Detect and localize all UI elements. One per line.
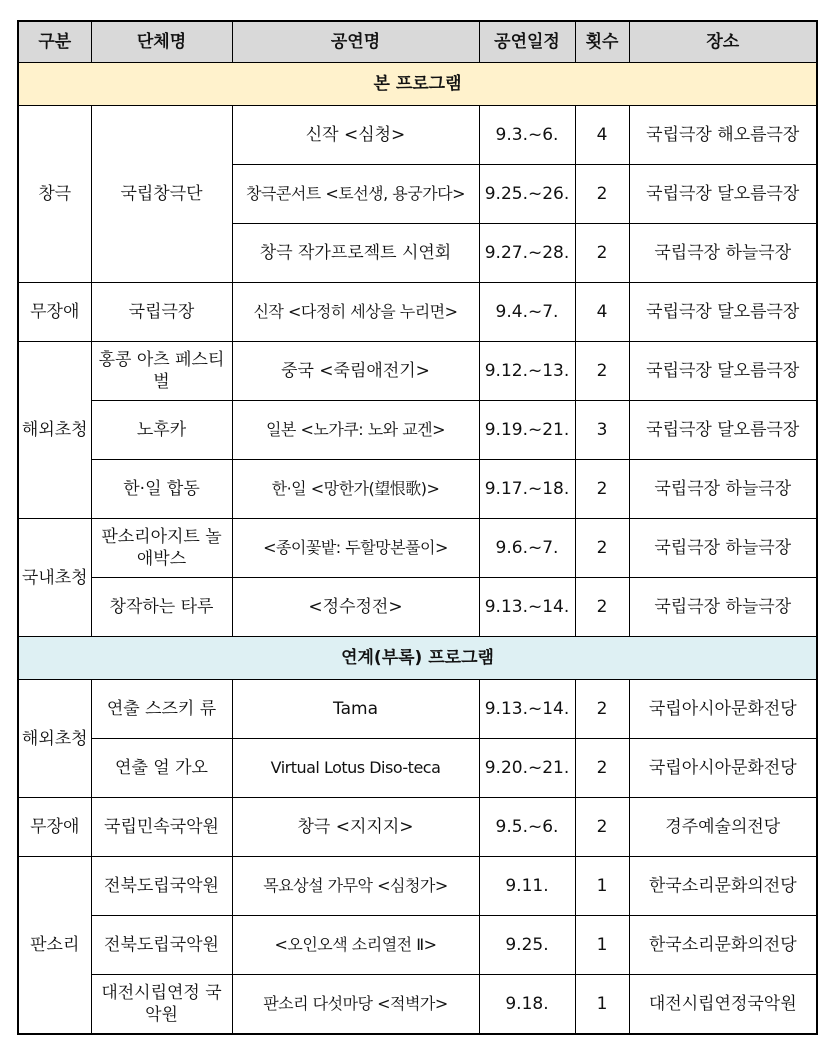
- table-row: [18, 578, 817, 637]
- venue-cell: 국립아시아문화전당: [629, 680, 817, 739]
- venue-cell: 국립극장 하늘극장: [629, 578, 817, 637]
- title-cell: 목요상설 가무악 <심청가>: [232, 857, 479, 916]
- group-cell: 노후카: [91, 401, 232, 460]
- category-cell: 무장애: [18, 283, 91, 342]
- venue-cell: 경주예술의전당: [629, 798, 817, 857]
- venue-cell: 대전시립연정국악원: [629, 975, 817, 1034]
- count-cell: 2: [575, 798, 629, 857]
- count-cell: 1: [575, 916, 629, 975]
- table-row: [18, 739, 817, 798]
- group-cell: 창작하는 타루: [91, 578, 232, 637]
- venue-cell: 국립아시아문화전당: [629, 739, 817, 798]
- group-cell: 홍콩 아츠 페스티벌: [91, 342, 232, 401]
- date-cell: 9.6.~7.: [479, 519, 575, 578]
- date-cell: 9.5.~6.: [479, 798, 575, 857]
- header-venue: 장소: [629, 21, 817, 63]
- group-cell: 한·일 합동: [91, 460, 232, 519]
- date-cell: 9.18.: [479, 975, 575, 1034]
- table-row: [18, 460, 817, 519]
- count-cell: 2: [575, 578, 629, 637]
- date-cell: 9.27.~28.: [479, 224, 575, 283]
- venue-cell: 국립극장 달오름극장: [629, 283, 817, 342]
- group-cell: 판소리아지트 놀애박스: [91, 519, 232, 578]
- title-cell: <오인오색 소리열전 Ⅱ>: [232, 916, 479, 975]
- table-row: [18, 106, 817, 165]
- group-cell: 국립창극단: [91, 106, 232, 283]
- date-cell: 9.25.: [479, 916, 575, 975]
- category-cell: 판소리: [18, 857, 91, 1034]
- group-cell: 국립민속국악원: [91, 798, 232, 857]
- count-cell: 4: [575, 106, 629, 165]
- date-cell: 9.11.: [479, 857, 575, 916]
- title-cell: 신작 <심청>: [232, 106, 479, 165]
- count-cell: 2: [575, 519, 629, 578]
- venue-cell: 한국소리문화의전당: [629, 857, 817, 916]
- title-cell: 일본 <노가쿠: 노와 교겐>: [232, 401, 479, 460]
- header-row: [18, 21, 817, 63]
- header-date: 공연일정: [479, 21, 575, 63]
- date-cell: 9.13.~14.: [479, 680, 575, 739]
- table-row: [18, 857, 817, 916]
- table-row: [18, 401, 817, 460]
- table-row: [18, 342, 817, 401]
- date-cell: 9.13.~14.: [479, 578, 575, 637]
- title-cell: <종이꽃밭: 두할망본풀이>: [232, 519, 479, 578]
- category-cell: 해외초청: [18, 342, 91, 519]
- group-cell: 국립극장: [91, 283, 232, 342]
- venue-cell: 국립극장 달오름극장: [629, 401, 817, 460]
- group-cell: 전북도립국악원: [91, 916, 232, 975]
- title-cell: 한·일 <망한가(望恨歌)>: [232, 460, 479, 519]
- date-cell: 9.20.~21.: [479, 739, 575, 798]
- section-row-main: [18, 63, 817, 106]
- table-row: [18, 975, 817, 1034]
- header-category: 구분: [18, 21, 91, 63]
- table-row: [18, 798, 817, 857]
- category-cell: 무장애: [18, 798, 91, 857]
- count-cell: 2: [575, 460, 629, 519]
- header-title: 공연명: [232, 21, 479, 63]
- group-cell: 전북도립국악원: [91, 857, 232, 916]
- count-cell: 2: [575, 165, 629, 224]
- section-row-link: [18, 637, 817, 680]
- venue-cell: 국립극장 달오름극장: [629, 165, 817, 224]
- date-cell: 9.17.~18.: [479, 460, 575, 519]
- count-cell: 1: [575, 857, 629, 916]
- venue-cell: 국립극장 하늘극장: [629, 224, 817, 283]
- table-row: [18, 283, 817, 342]
- group-cell: 대전시립연정 국악원: [91, 975, 232, 1034]
- performance-schedule-table: [17, 20, 818, 1035]
- title-cell: 신작 <다정히 세상을 누리면>: [232, 283, 479, 342]
- section-title-main: 본 프로그램: [18, 63, 817, 106]
- count-cell: 2: [575, 680, 629, 739]
- table-row: [18, 680, 817, 739]
- venue-cell: 국립극장 달오름극장: [629, 342, 817, 401]
- title-cell: 창극 <지지지>: [232, 798, 479, 857]
- count-cell: 2: [575, 224, 629, 283]
- table-row: [18, 916, 817, 975]
- date-cell: 9.19.~21.: [479, 401, 575, 460]
- count-cell: 1: [575, 975, 629, 1034]
- title-cell: Tama: [232, 680, 479, 739]
- venue-cell: 국립극장 하늘극장: [629, 519, 817, 578]
- category-cell: 창극: [18, 106, 91, 283]
- title-cell: <정수정전>: [232, 578, 479, 637]
- date-cell: 9.3.~6.: [479, 106, 575, 165]
- count-cell: 2: [575, 739, 629, 798]
- category-cell: 해외초청: [18, 680, 91, 798]
- venue-cell: 국립극장 해오름극장: [629, 106, 817, 165]
- title-cell: 중국 <죽림애전기>: [232, 342, 479, 401]
- count-cell: 3: [575, 401, 629, 460]
- date-cell: 9.4.~7.: [479, 283, 575, 342]
- count-cell: 4: [575, 283, 629, 342]
- title-cell: Virtual Lotus Diso-teca: [232, 739, 479, 798]
- category-cell: 국내초청: [18, 519, 91, 637]
- group-cell: 연출 얼 가오: [91, 739, 232, 798]
- venue-cell: 국립극장 하늘극장: [629, 460, 817, 519]
- table-row: [18, 519, 817, 578]
- count-cell: 2: [575, 342, 629, 401]
- venue-cell: 한국소리문화의전당: [629, 916, 817, 975]
- header-group: 단체명: [91, 21, 232, 63]
- section-title-link: 연계(부록) 프로그램: [18, 637, 817, 680]
- group-cell: 연출 스즈키 류: [91, 680, 232, 739]
- title-cell: 판소리 다섯마당 <적벽가>: [232, 975, 479, 1034]
- header-count: 횟수: [575, 21, 629, 63]
- date-cell: 9.12.~13.: [479, 342, 575, 401]
- title-cell: 창극콘서트 <토선생, 용궁가다>: [232, 165, 479, 224]
- title-cell: 창극 작가프로젝트 시연회: [232, 224, 479, 283]
- date-cell: 9.25.~26.: [479, 165, 575, 224]
